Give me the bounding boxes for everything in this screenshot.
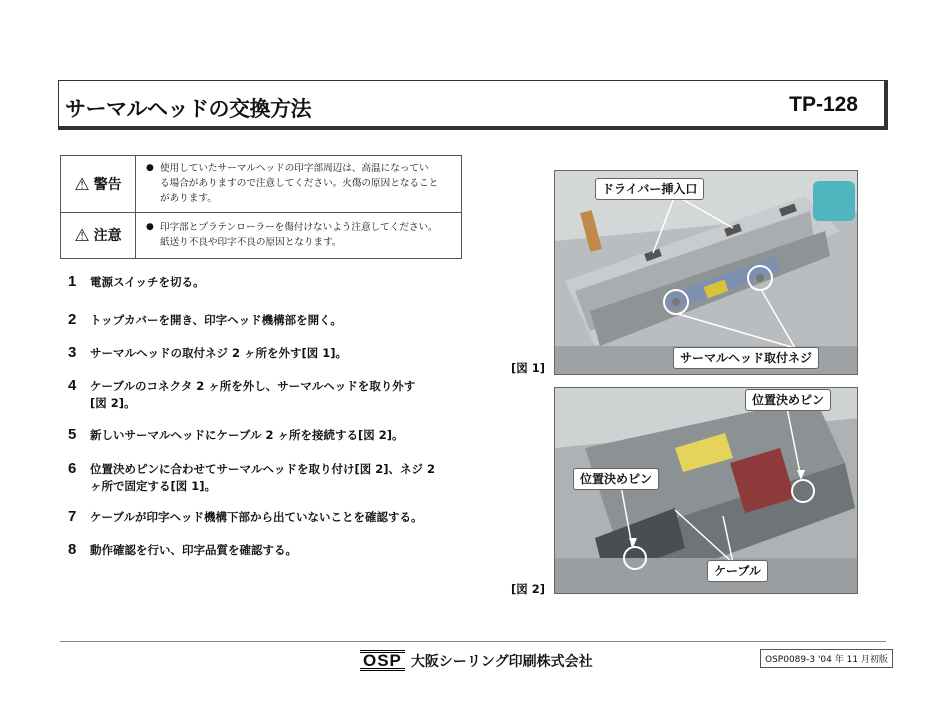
warning-row [61, 156, 462, 213]
callout-positioning-pin-right: 位置決めピン [745, 389, 831, 411]
step-item [68, 426, 468, 444]
title-box [58, 80, 888, 130]
figure-1-label: [図 1] [511, 361, 546, 375]
callout-cable: ケーブル [707, 560, 768, 582]
caution-line: 紙送り不良や印字不良の原因となります。 [160, 237, 342, 248]
step-number: 2 [68, 311, 77, 328]
step-text: [図 2]。 [90, 396, 136, 410]
caution-text [136, 213, 462, 259]
warning-text [136, 156, 462, 213]
warning-line: る場合がありますので注意してください。火傷の原因となること [160, 178, 439, 189]
step-item [68, 508, 468, 526]
notice-table [60, 155, 462, 259]
warning-line: 使用していたサーマルヘッドの印字部周辺は、高温になってい [160, 163, 429, 174]
warning-triangle-icon: ⚠ [74, 174, 90, 195]
caution-label-cell [61, 213, 136, 259]
warning-line: があります。 [160, 193, 217, 204]
step-text: ヶ所で固定する[図 1]。 [90, 479, 217, 493]
step-number: 3 [68, 344, 77, 361]
caution-line: 印字部とプラテンローラーを傷付けないよう注意してください。 [160, 222, 438, 233]
bullet-icon: ● [146, 163, 154, 173]
figure-2-photo [554, 387, 858, 594]
model-number: TP-128 [789, 93, 858, 116]
step-text: サーマルヘッドの取付ネジ 2 ヶ所を外す[図 1]。 [90, 346, 348, 360]
callout-driver-slot: ドライバー挿入口 [595, 178, 704, 200]
step-text: ケーブルが印字ヘッド機構下部から出ていないことを確認する。 [90, 510, 423, 524]
footer-divider [60, 641, 886, 642]
bullet-icon: ● [146, 222, 154, 232]
callout-positioning-pin-left: 位置決めピン [573, 468, 659, 490]
step-text: トップカバーを開き、印字ヘッド機構部を開く。 [90, 313, 342, 327]
step-text: 電源スイッチを切る。 [90, 275, 205, 289]
step-number: 7 [68, 508, 77, 525]
step-number: 8 [68, 541, 77, 558]
step-number: 5 [68, 426, 77, 443]
step-number: 6 [68, 460, 77, 477]
step-number: 4 [68, 377, 77, 394]
figure-1-photo [554, 170, 858, 375]
thermal-head-photo-1 [555, 171, 858, 375]
figure-2-label: [図 2] [511, 582, 546, 596]
step-text: 動作確認を行い、印字品質を確認する。 [90, 543, 297, 557]
step-item [68, 541, 468, 559]
step-item [68, 377, 468, 412]
step-text: 新しいサーマルヘッドにケーブル 2 ヶ所を接続する[図 2]。 [90, 428, 404, 442]
page-title: サーマルヘッドの交換方法 [65, 97, 311, 121]
document-id: OSP0089-3 '04 年 11 月初版 [760, 649, 893, 668]
step-item [68, 460, 468, 495]
step-text: 位置決めピンに合わせてサーマルヘッドを取り付け[図 2]、ネジ 2 [90, 462, 436, 476]
osp-logo-mark: OSP [360, 650, 405, 671]
step-item [68, 273, 468, 291]
warning-label: 警告 [93, 176, 122, 193]
step-item [68, 344, 468, 362]
company-name: 大阪シーリング印刷株式会社 [410, 653, 593, 670]
caution-row [61, 213, 462, 259]
step-text: ケーブルのコネクタ 2 ヶ所を外し、サーマルヘッドを取り外す [90, 379, 416, 393]
callout-head-screw: サーマルヘッド取付ネジ [673, 347, 819, 369]
company-logo [360, 650, 593, 671]
step-item [68, 311, 468, 329]
warning-triangle-icon: ⚠ [74, 226, 90, 246]
warning-label-cell [61, 156, 136, 213]
caution-label: 注意 [93, 228, 122, 244]
step-number: 1 [68, 273, 77, 290]
